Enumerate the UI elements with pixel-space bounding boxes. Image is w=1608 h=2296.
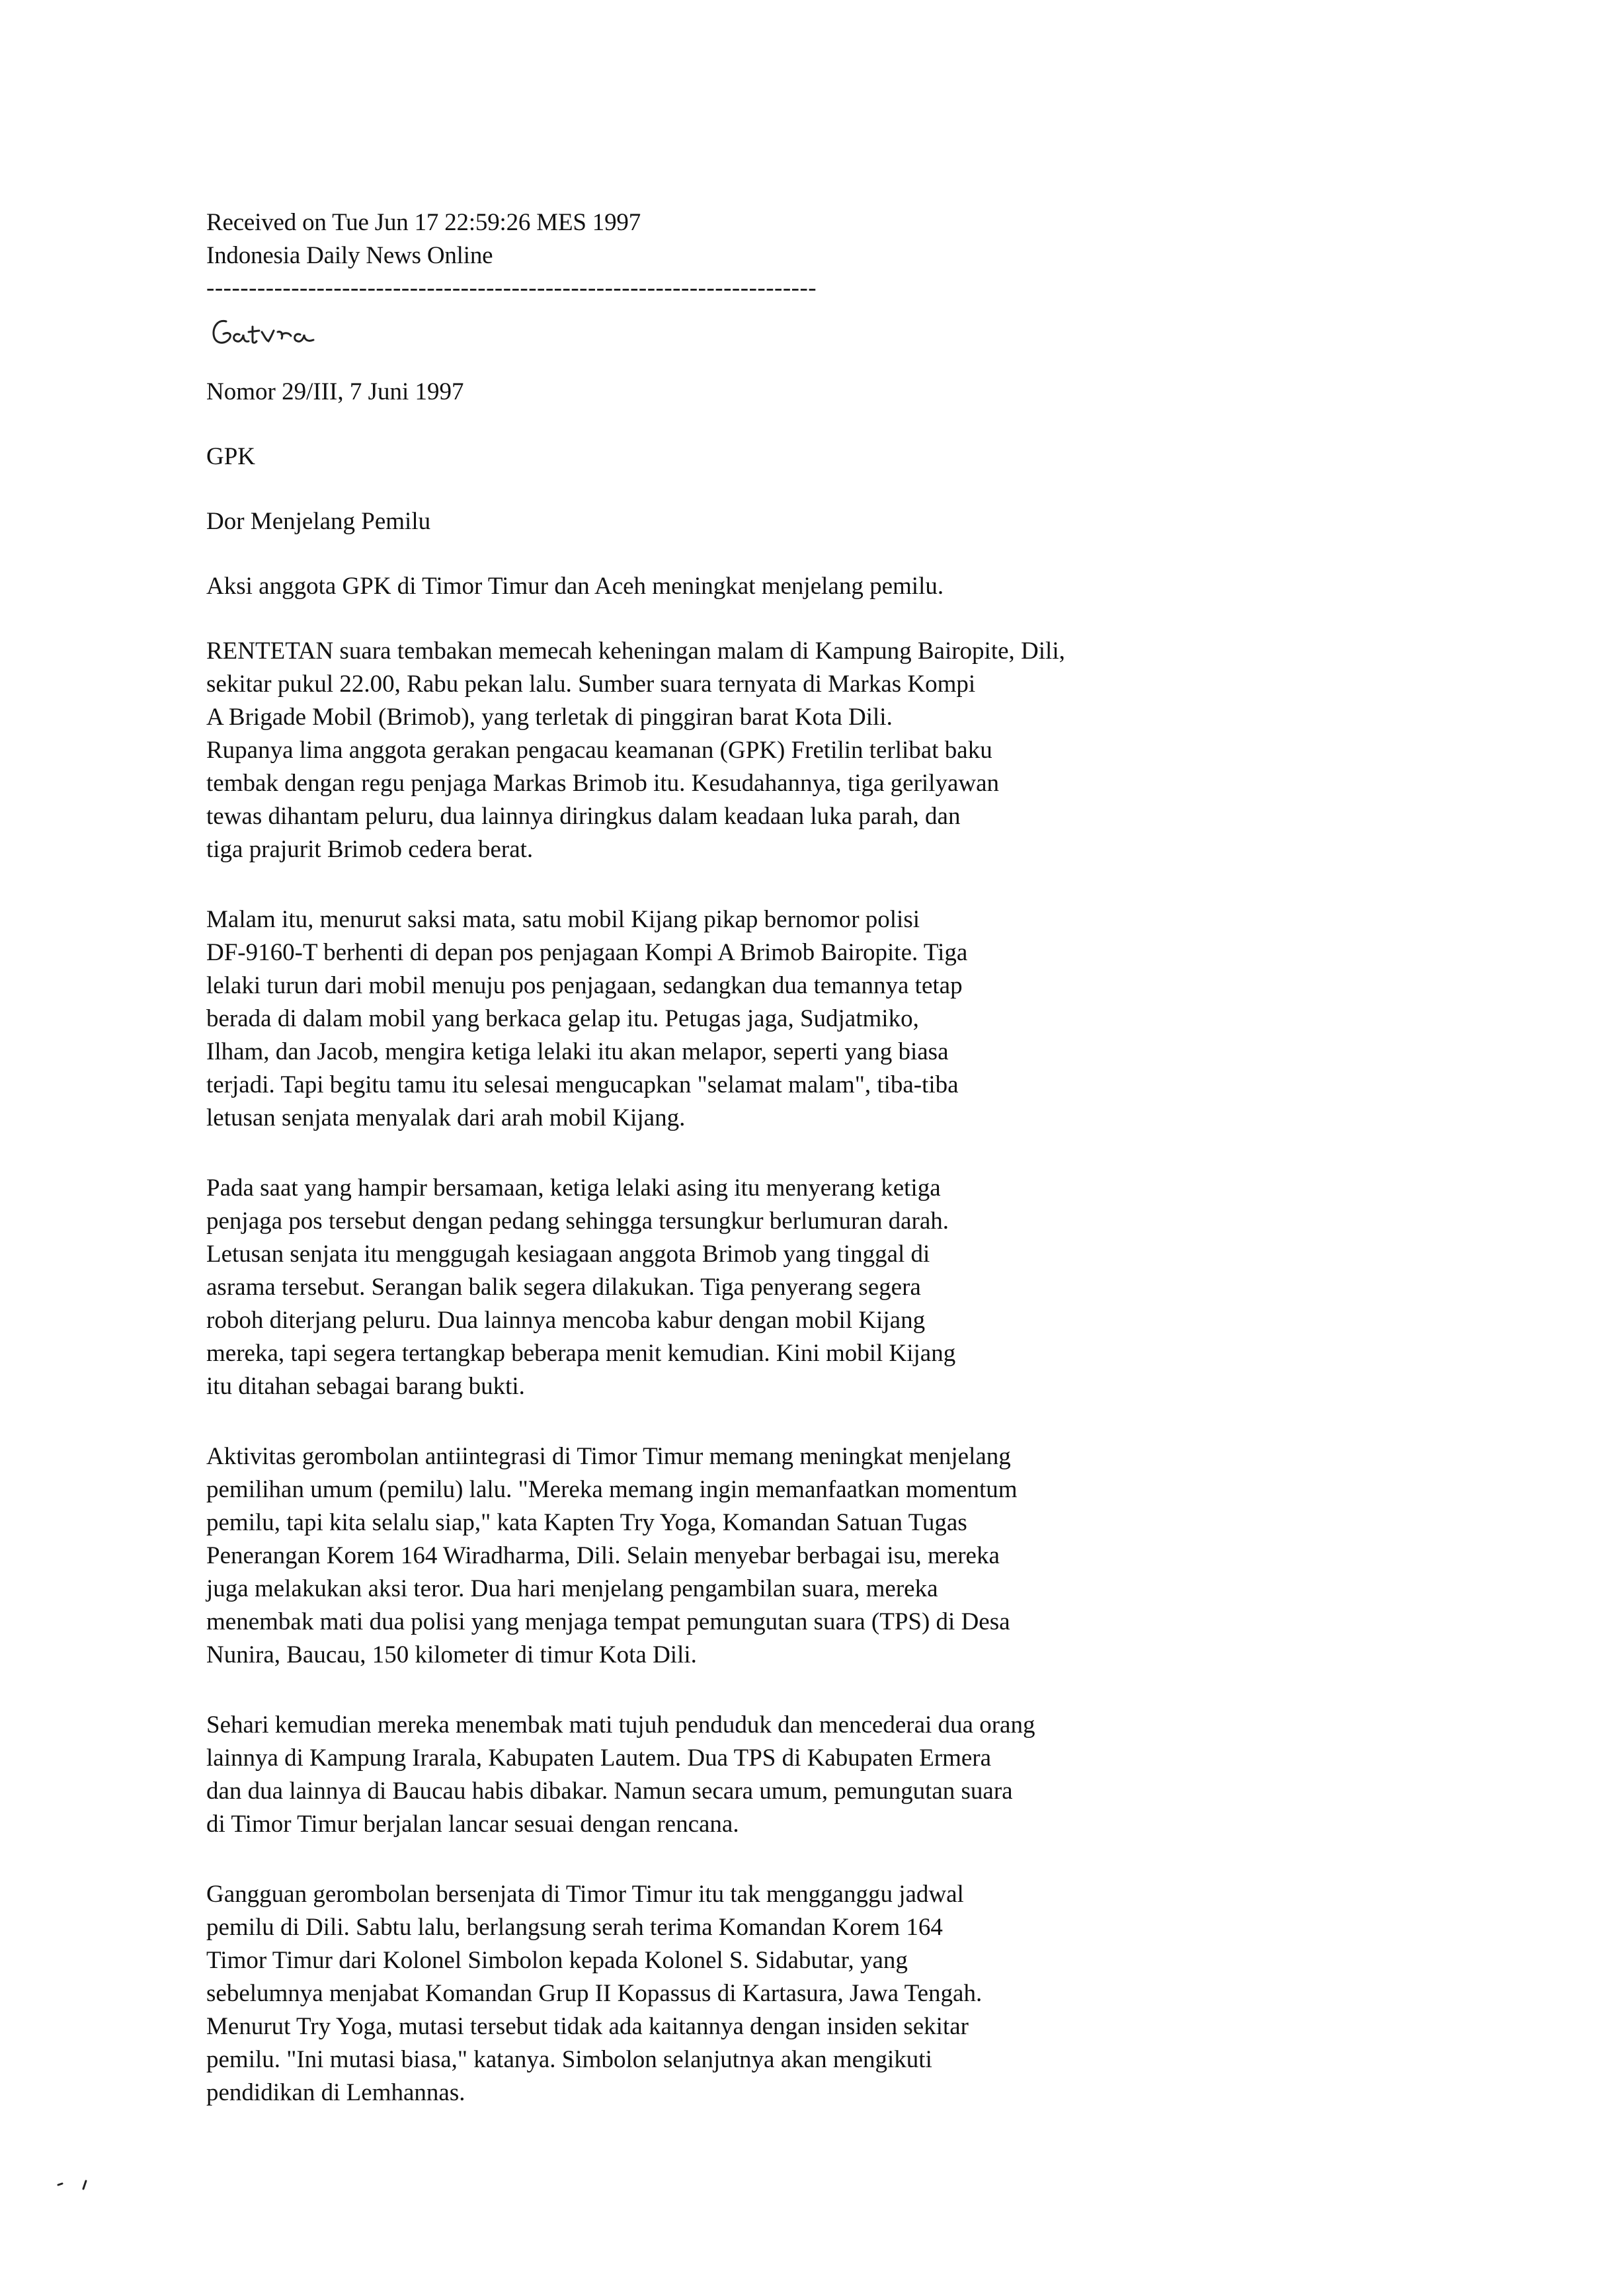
paragraph-line: penjaga pos tersebut dengan pedang sehingga tersungkur berlumuran darah.: [206, 1208, 949, 1235]
paragraph-line: tembak dengan regu penjaga Markas Brimob itu. Kesudahannya, tiga gerilyawan: [206, 770, 1000, 797]
paragraph-line: Aktivitas gerombolan antiintegrasi di Timor Timur memang meningkat menjelang: [206, 1443, 1011, 1470]
paragraph-line: letusan senjata menyalak dari arah mobil Kijang.: [206, 1104, 686, 1131]
headline: [206, 505, 1502, 538]
headline-text: Dor Menjelang Pemilu: [206, 508, 431, 535]
paragraph-line: Gangguan gerombolan bersenjata di Timor Timur itu tak mengganggu jadwal: [206, 1881, 964, 1908]
paragraph-line: A Brigade Mobil (Brimob), yang terletak di pinggiran barat Kota Dili.: [206, 704, 893, 731]
issue-number: Nomor 29/III, 7 Juni 1997: [206, 378, 464, 405]
paragraph-2: [206, 903, 1502, 1135]
paragraph-line: pemilu. "Ini mutasi biasa," katanya. Simbolon selanjutnya akan mengikuti: [206, 2046, 932, 2073]
scan-artifact-mark: [56, 2176, 95, 2192]
paragraph-line: menembak mati dua polisi yang menjaga tempat pemungutan suara (TPS) di Desa: [206, 1608, 1010, 1635]
paragraph-line: sebelumnya menjabat Komandan Grup II Kopassus di Kartasura, Jawa Tengah.: [206, 1980, 983, 2007]
paragraph-line: Nunira, Baucau, 150 kilometer di timur Kota Dili.: [206, 1641, 697, 1668]
paragraph-line: Timor Timur dari Kolonel Simbolon kepada Kolonel S. Sidabutar, yang: [206, 1947, 908, 1974]
paragraph-line: Rupanya lima anggota gerakan pengacau keamanan (GPK) Fretilin terlibat baku: [206, 737, 992, 764]
paragraph-line: tiga prajurit Brimob cedera berat.: [206, 836, 534, 863]
section-label: GPK: [206, 443, 256, 470]
paragraph-line: lainnya di Kampung Irarala, Kabupaten Lautem. Dua TPS di Kabupaten Ermera: [206, 1744, 992, 1772]
paragraph-line: RENTETAN suara tembakan memecah keheningan malam di Kampung Bairopite, Dili,: [206, 637, 1065, 665]
section-line: [206, 440, 1502, 473]
paragraph-line: pemilu, tapi kita selalu siap," kata Kapten Try Yoga, Komandan Satuan Tugas: [206, 1509, 967, 1536]
paragraph-line: itu ditahan sebagai barang bukti.: [206, 1373, 525, 1400]
paragraph-line: berada di dalam mobil yang berkaca gelap itu. Petugas jaga, Sudjatmiko,: [206, 1005, 919, 1032]
paragraph-line: mereka, tapi segera tertangkap beberapa menit kemudian. Kini mobil Kijang: [206, 1340, 956, 1367]
lead-paragraph: [206, 570, 1502, 603]
paragraph-line: Letusan senjata itu menggugah kesiagaan anggota Brimob yang tinggal di: [206, 1241, 930, 1268]
paragraph-line: Malam itu, menurut saksi mata, satu mobil Kijang pikap bernomor polisi: [206, 906, 920, 933]
paragraph-line: roboh diterjang peluru. Dua lainnya mencoba kabur dengan mobil Kijang: [206, 1307, 926, 1334]
source-line: Indonesia Daily News Online: [206, 242, 493, 269]
paragraph-1: [206, 635, 1502, 866]
paragraph-line: pemilihan umum (pemilu) lalu. "Mereka memang ingin memanfaatkan momentum: [206, 1476, 1018, 1503]
paragraph-line: lelaki turun dari mobil menuju pos penjagaan, sedangkan dua temannya tetap: [206, 972, 963, 999]
paragraph-line: Pada saat yang hampir bersamaan, ketiga lelaki asing itu menyerang ketiga: [206, 1174, 941, 1202]
received-line: Received on Tue Jun 17 22:59:26 MES 1997: [206, 209, 641, 236]
paragraph-line: pemilu di Dili. Sabtu lalu, berlangsung serah terima Komandan Korem 164: [206, 1914, 943, 1941]
paragraph-line: DF-9160-T berhenti di depan pos penjagaan Kompi A Brimob Bairopite. Tiga: [206, 939, 968, 966]
lead-text: Aksi anggota GPK di Timor Timur dan Aceh meningkat menjelang pemilu.: [206, 573, 944, 600]
paragraph-line: Sehari kemudian mereka menembak mati tujuh penduduk dan mencederai dua orang: [206, 1711, 1035, 1739]
issue-line: [206, 376, 1502, 409]
paragraph-line: dan dua lainnya di Baucau habis dibakar. Namun secara umum, pemungutan suara: [206, 1778, 1013, 1805]
paragraph-4: [206, 1440, 1502, 1672]
handwritten-gatra-mark: [208, 312, 320, 352]
paragraph-line: di Timor Timur berjalan lancar sesuai dengan rencana.: [206, 1811, 739, 1838]
paragraph-line: Menurut Try Yoga, mutasi tersebut tidak ada kaitannya dengan insiden sekitar: [206, 2013, 969, 2040]
paragraph-line: pendidikan di Lemhannas.: [206, 2079, 465, 2106]
paragraph-line: asrama tersebut. Serangan balik segera dilakukan. Tiga penyerang segera: [206, 1274, 921, 1301]
paragraph-line: juga melakukan aksi teror. Dua hari menjelang pengambilan suara, mereka: [206, 1575, 938, 1602]
paragraph-line: sekitar pukul 22.00, Rabu pekan lalu. Sumber suara ternyata di Markas Kompi: [206, 671, 976, 698]
paragraph-line: Ilham, dan Jacob, mengira ketiga lelaki itu akan melapor, seperti yang biasa: [206, 1038, 949, 1065]
paragraph-line: terjadi. Tapi begitu tamu itu selesai mengucapkan "selamat malam", tiba-tiba: [206, 1071, 959, 1098]
paragraph-line: Penerangan Korem 164 Wiradharma, Dili. Selain menyebar berbagai isu, mereka: [206, 1542, 1000, 1569]
paragraph-6: [206, 1878, 1502, 2110]
paragraph-line: tewas dihantam peluru, dua lainnya diringkus dalam keadaan luka parah, dan: [206, 803, 961, 830]
paragraph-3: [206, 1172, 1502, 1403]
paragraph-5: [206, 1709, 1502, 1841]
separator-line: ------------------------------------------------------------------------: [206, 274, 817, 302]
